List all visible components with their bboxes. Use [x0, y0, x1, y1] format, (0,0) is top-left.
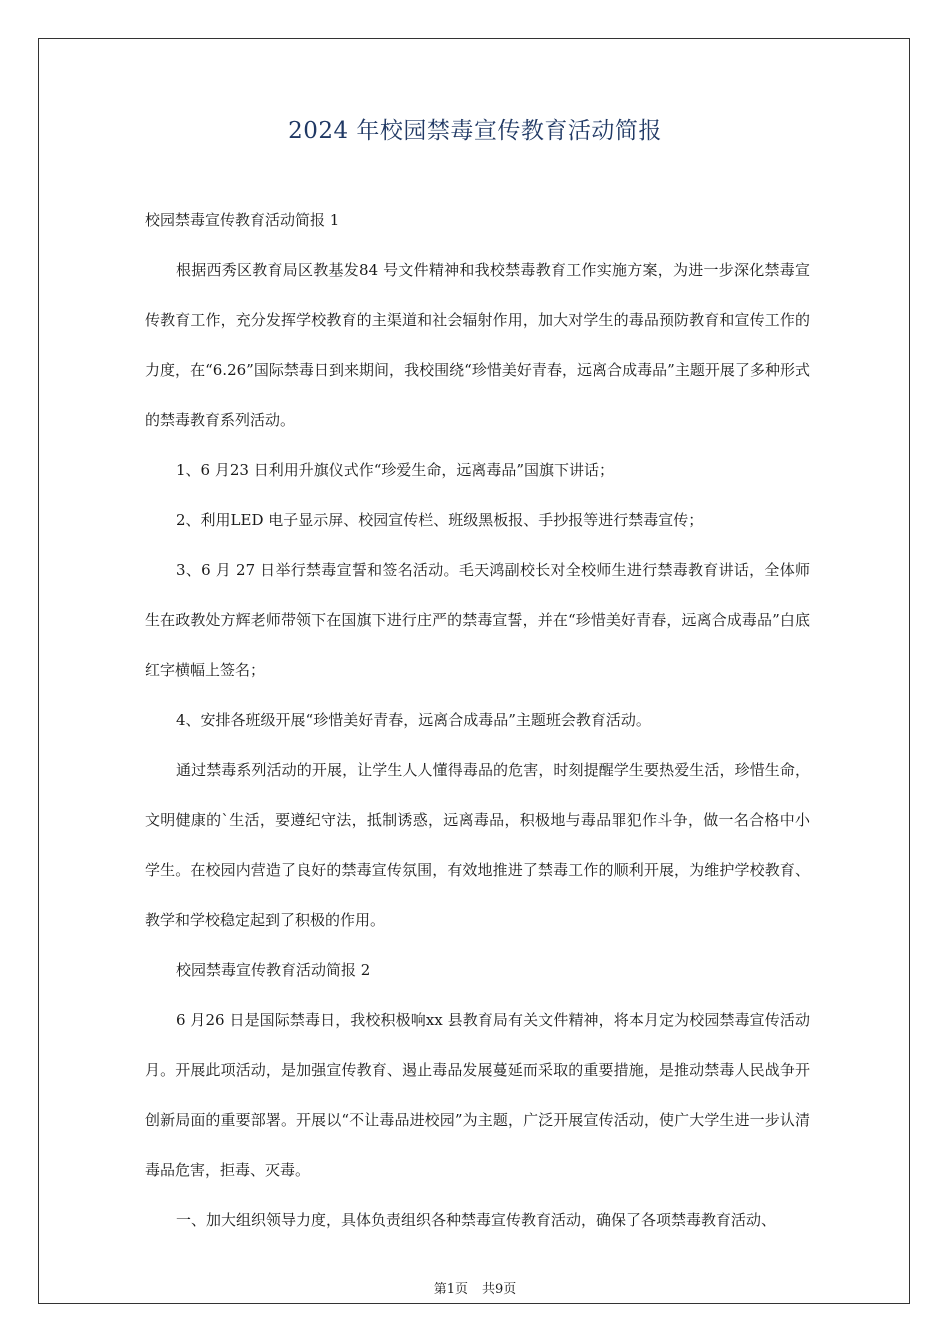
paragraph: 校园禁毒宣传教育活动简报 1	[145, 211, 340, 229]
page-footer	[0, 1278, 950, 1297]
paragraph: 一、加大组织领导力度，具体负责组织各种禁毒宣传教育活动，确保了各项禁毒教育活动、	[176, 1211, 777, 1229]
page-total: 共9页	[482, 1282, 517, 1297]
section-heading: 校园禁毒宣传教育活动简报 2	[176, 961, 371, 979]
list-item: 3、6 月 27 日举行禁毒宣誓和签名活动。毛天鸿副校长对全校师生进行禁毒教育讲话，全体师生在政教处方辉老师带领下在国旗下进行庄严的禁毒宣誓，并在“珍惜美好青春，远离合成毒品”白底红字横幅上签名；	[145, 561, 810, 679]
list-item: 4、安排各班级开展“珍惜美好青春，远离合成毒品”主题班会教育活动。	[176, 711, 651, 729]
page-number: 第1页	[433, 1282, 468, 1297]
document-title: 2024 年校园禁毒宣传教育活动简报	[288, 118, 662, 144]
list-item: 2、利用LED 电子显示屏、校园宣传栏、班级黑板报、手抄报等进行禁毒宣传；	[176, 511, 704, 529]
paragraph: 6 月26 日是国际禁毒日，我校积极响xx 县教育局有关文件精神，将本月定为校园禁毒宣传活动月。开展此项活动，是加强宣传教育、遏止毒品发展蔓延而采取的重要措施，是推动禁毒人民战争开创新局面的重要部署。开展以“不让毒品进校园”为主题，广泛开展宣传活动，使广大学生进一步认清毒品危害，拒毒、灭毒。	[145, 1011, 810, 1179]
list-item: 1、6 月23 日利用升旗仪式作“珍爱生命，远离毒品”国旗下讲话；	[176, 461, 615, 479]
paragraph: 通过禁毒系列活动的开展，让学生人人懂得毒品的危害，时刻提醒学生要热爱生活，珍惜生命，文明健康的`生活，要遵纪守法，抵制诱惑，远离毒品，积极地与毒品罪犯作斗争，做一名合格中小学生。在校园内营造了良好的禁毒宣传氛围，有效地推进了禁毒工作的顺利开展，为维护学校教育、教学和学校稳定起到了积极的作用。	[145, 761, 810, 929]
document-body	[145, 195, 810, 1245]
paragraph: 根据西秀区教育局区教基发84 号文件精神和我校禁毒教育工作实施方案，为进一步深化禁毒宣传教育工作，充分发挥学校教育的主渠道和社会辐射作用，加大对学生的毒品预防教育和宣传工作的力度，在“6.26”国际禁毒日到来期间，我校围绕“珍惜美好青春，远离合成毒品”主题开展了多种形式的禁毒教育系列活动。	[145, 261, 810, 429]
